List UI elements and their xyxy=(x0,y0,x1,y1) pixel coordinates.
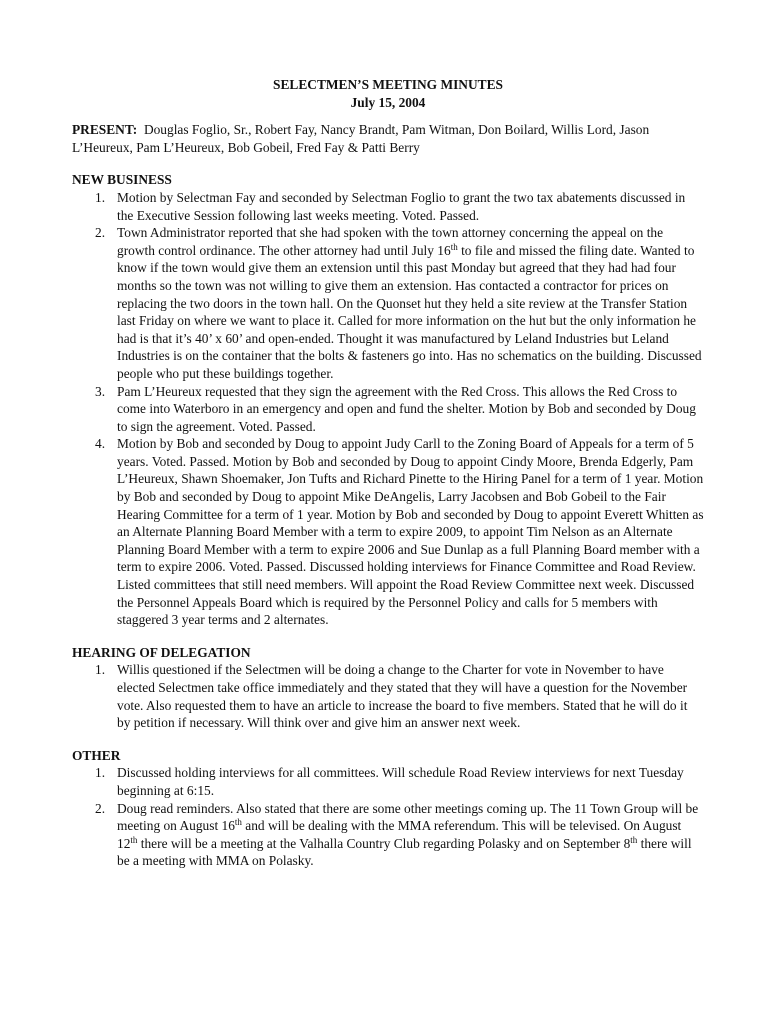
item-number: 1. xyxy=(95,662,106,678)
hearing-list xyxy=(72,661,704,731)
document-title: SELECTMEN’S MEETING MINUTES xyxy=(273,77,503,92)
ordinal-suffix: th xyxy=(130,834,138,845)
new-business-list xyxy=(72,189,704,629)
item-text: Motion by Bob and seconded by Doug to appoint Judy Carll to the Zoning Board of Appeals for a term of 5 years. Voted. Passed. Motion by Bob and seconded by Doug to appoint Cindy Moore, Brenda Edgerly, Pam L’Heureux, Shawn Shoemaker, Jon Tufts and Richard Pinette to the Hiring Panel for a term of 1 year. Motion by Bob and seconded by Doug to appoint Mike DeAngelis, Larry Jacobsen and Bob Gobeil to the Fair Hearing Committee for a term of 1 year. Motion by Bob and seconded by Doug to appoint Everett Whitten as an Alternate Planning Board Member with a term to expire 2009, to appoint Tim Nelson as an Alternate Planning Board Member with a term to expire 2006 and Sue Dunlap as a full Planning Board member with a term to expire 2006. Voted. Passed. Discussed holding interviews for Finance Committee and Road Review. Listed committees that still need members. Will appoint the Road Review Committee next week. Discussed the Personnel Appeals Board which is required by the Personnel Policy and calls for 5 members with staggered 3 year terms and 2 alternates. xyxy=(117,436,704,628)
ordinal-suffix: th xyxy=(234,817,242,828)
present-names: Douglas Foglio, Sr., Robert Fay, Nancy Brandt, Pam Witman, Don Boilard, Willis Lord, Jason L’Heureux, Pam L’Heureux, Bob Gobeil, Fred Fay & Patti Berry xyxy=(72,122,650,155)
item-text: Town Administrator reported that she had spoken with the town attorney concerning the appeal on the growth control ordinance. The other attorney had until July 16 xyxy=(117,225,664,258)
item-text: Doug read reminders. Also stated that there are some other meetings coming up. The 11 Town Group will be meeting on August 16 xyxy=(117,800,699,834)
item-number: 4. xyxy=(95,436,106,452)
list-item xyxy=(72,435,704,629)
item-number: 2. xyxy=(95,225,106,241)
item-number: 3. xyxy=(95,383,106,399)
item-text: and will be dealing with the MMA referendum. This will be televised. On August 12 xyxy=(117,818,682,851)
meeting-date: July 15, 2004 xyxy=(350,94,426,110)
list-item xyxy=(72,764,704,799)
item-text: there will be a meeting with MMA on Polasky. xyxy=(117,835,692,869)
item-text: Motion by Selectman Fay and seconded by Selectman Foglio to grant the two tax abatements discussed in the Executive Session following last weeks meeting. Voted. Passed. xyxy=(117,189,686,223)
item-text: there will be a meeting at the Valhalla Country Club regarding Polasky and on September 8 xyxy=(137,835,631,851)
list-item xyxy=(72,383,704,436)
item-text: to file and missed the filing date. Wanted to know if the town would give them an extension until this past Monday but agreed that they had had four months so the town was not willing to give them an extension. Has contacted a contractor for prices on replacing the two doors in the town hall. On the Quonset hut they held a site review at the Transfer Station last Friday on where we want to place it. Called for more information on the hut but the only information he had is that it’s 40’ x 60’ and open-ended. Thought it was manufactured by Leland Industries but Leland Industries is on the container that the bolts & fasteners go into. Has no schematics on the building. Discussed people who put these buildings together. xyxy=(117,242,702,381)
item-number: 2. xyxy=(95,800,106,816)
item-text: Pam L’Heureux requested that they sign the agreement with the Red Cross. This allows the Red Cross to come into Waterboro in an emergency and open and fund the shelter. Motion by Bob and seconded by Doug to sign the agreement. Voted. Passed. xyxy=(117,383,696,434)
new-business-heading: NEW BUSINESS xyxy=(72,172,172,188)
list-item xyxy=(72,189,704,224)
item-number: 1. xyxy=(95,765,106,781)
list-item xyxy=(72,800,704,870)
present-label: PRESENT: xyxy=(72,122,138,138)
item-text: Discussed holding interviews for all committees. Will schedule Road Review interviews for next Tuesday beginning at 6:15. xyxy=(117,765,684,798)
list-item xyxy=(72,661,704,731)
other-list xyxy=(72,764,704,870)
ordinal-suffix: th xyxy=(630,834,638,845)
ordinal-suffix: th xyxy=(450,241,458,252)
item-text: Willis questioned if the Selectmen will be doing a change to the Charter for vote in November to have elected Selectmen take office immediately and they stated that they will have a question for the November vote. Also requested them to have an article to increase the board to five members. Stated that he will do it by petition if necessary. Will think over and give him an answer next week. xyxy=(117,662,688,731)
other-heading: OTHER xyxy=(72,747,121,763)
list-item xyxy=(72,224,704,382)
hearing-of-delegation-heading: HEARING OF DELEGATION xyxy=(72,644,251,660)
present-paragraph xyxy=(72,121,704,156)
document-page xyxy=(72,76,704,870)
item-number: 1. xyxy=(95,189,106,205)
